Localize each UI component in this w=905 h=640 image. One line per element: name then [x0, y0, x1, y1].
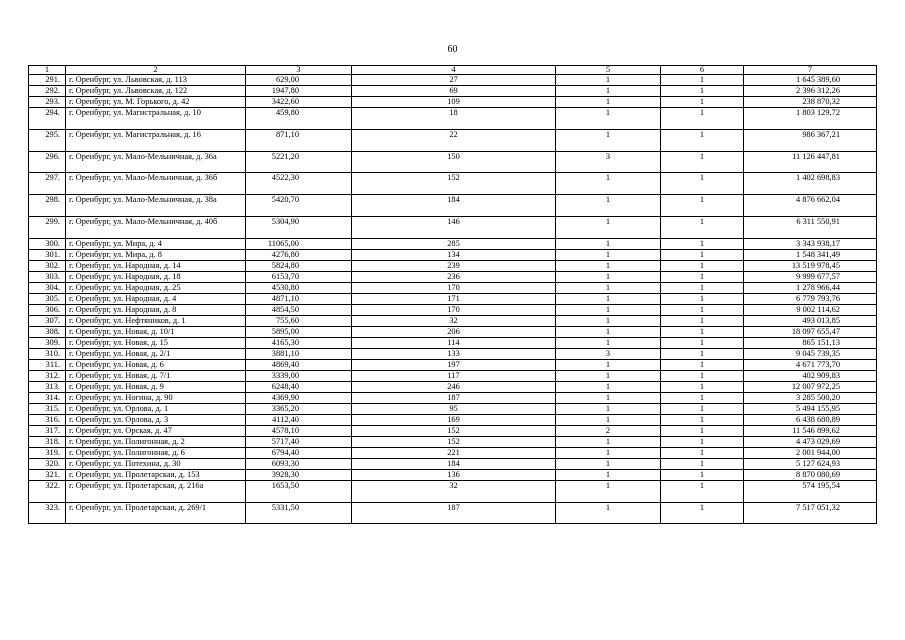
amount-cell: 1 278 966,44: [744, 282, 877, 293]
col5-cell: 1: [556, 249, 661, 260]
col4-cell: 109: [352, 97, 556, 108]
amount-cell: 9 045 739,35: [744, 348, 877, 359]
address-cell: г. Оренбург, ул. Потехина, д. 30: [66, 458, 246, 469]
address-cell: г. Оренбург, ул. Мало-Мельничная, д. 36б: [66, 173, 246, 195]
table-row: [29, 348, 877, 359]
table-row: [29, 97, 877, 108]
amount-cell: 3 285 500,20: [744, 392, 877, 403]
col6-cell: 1: [661, 129, 744, 151]
address-cell: г. Оренбург, ул. Мира, д. 8: [66, 249, 246, 260]
amount-cell: 8 870 080,69: [744, 469, 877, 480]
column-header: 1: [29, 66, 66, 75]
col5-cell: 1: [556, 370, 661, 381]
area-cell: 4112,40: [246, 414, 352, 425]
table-row: [29, 86, 877, 97]
table-row: [29, 381, 877, 392]
row-number-cell: 302.: [29, 260, 66, 271]
amount-cell: 13 519 978,45: [744, 260, 877, 271]
col5-cell: 1: [556, 502, 661, 524]
row-number-cell: 313.: [29, 381, 66, 392]
address-cell: г. Оренбург, ул. Нефтяников, д. 1: [66, 315, 246, 326]
row-number-cell: 295.: [29, 129, 66, 151]
table-row: [29, 425, 877, 436]
col5-cell: 1: [556, 469, 661, 480]
table-row: [29, 447, 877, 458]
table-row: [29, 173, 877, 195]
address-cell: г. Оренбург, ул. Магистральная, д. 10: [66, 108, 246, 130]
col4-cell: 187: [352, 392, 556, 403]
col4-cell: 117: [352, 370, 556, 381]
col6-cell: 1: [661, 216, 744, 238]
area-cell: 1947,80: [246, 86, 352, 97]
area-cell: 6093,30: [246, 458, 352, 469]
row-number-cell: 309.: [29, 337, 66, 348]
amount-cell: 986 367,21: [744, 129, 877, 151]
table-row: [29, 282, 877, 293]
col5-cell: 1: [556, 458, 661, 469]
area-cell: 4578,10: [246, 425, 352, 436]
area-cell: 629,00: [246, 75, 352, 86]
col5-cell: 1: [556, 195, 661, 217]
col6-cell: 1: [661, 271, 744, 282]
col6-cell: 1: [661, 403, 744, 414]
table-row: [29, 469, 877, 480]
amount-cell: 5 127 624,93: [744, 458, 877, 469]
amount-cell: 4 671 773,70: [744, 359, 877, 370]
col4-cell: 184: [352, 458, 556, 469]
col5-cell: 1: [556, 75, 661, 86]
col6-cell: 1: [661, 381, 744, 392]
amount-cell: 4 473 029,69: [744, 436, 877, 447]
col5-cell: 1: [556, 381, 661, 392]
amount-cell: 9 999 677,57: [744, 271, 877, 282]
col6-cell: 1: [661, 502, 744, 524]
address-cell: г. Оренбург, ул. Новая, д. 6: [66, 359, 246, 370]
row-number-cell: 317.: [29, 425, 66, 436]
col4-cell: 152: [352, 425, 556, 436]
area-cell: 4276,80: [246, 249, 352, 260]
col6-cell: 1: [661, 359, 744, 370]
address-cell: г. Оренбург, ул. Львовская, д. 113: [66, 75, 246, 86]
row-number-cell: 315.: [29, 403, 66, 414]
col4-cell: 184: [352, 195, 556, 217]
amount-cell: 6 438 680,89: [744, 414, 877, 425]
row-number-cell: 320.: [29, 458, 66, 469]
area-cell: 5717,40: [246, 436, 352, 447]
col4-cell: 134: [352, 249, 556, 260]
registry-table: [28, 65, 877, 524]
col6-cell: 1: [661, 75, 744, 86]
table-row: [29, 458, 877, 469]
row-number-cell: 298.: [29, 195, 66, 217]
amount-cell: 1 803 129,72: [744, 108, 877, 130]
amount-cell: 1 645 389,60: [744, 75, 877, 86]
address-cell: г. Оренбург, ул. Народная, д. 8: [66, 304, 246, 315]
col5-cell: 1: [556, 238, 661, 249]
col4-cell: 95: [352, 403, 556, 414]
table-row: [29, 271, 877, 282]
amount-cell: 9 002 114,62: [744, 304, 877, 315]
table-row: [29, 249, 877, 260]
address-cell: г. Оренбург, ул. Мира, д. 4: [66, 238, 246, 249]
row-number-cell: 296.: [29, 151, 66, 173]
col6-cell: 1: [661, 348, 744, 359]
table-row: [29, 195, 877, 217]
col5-cell: 1: [556, 86, 661, 97]
col6-cell: 1: [661, 414, 744, 425]
col5-cell: 1: [556, 97, 661, 108]
table-row: [29, 403, 877, 414]
col4-cell: 169: [352, 414, 556, 425]
col5-cell: 3: [556, 348, 661, 359]
table-row: [29, 304, 877, 315]
table-row: [29, 337, 877, 348]
area-cell: 4369,90: [246, 392, 352, 403]
col6-cell: 1: [661, 436, 744, 447]
amount-cell: 6 311 550,91: [744, 216, 877, 238]
col4-cell: 22: [352, 129, 556, 151]
col6-cell: 1: [661, 282, 744, 293]
col6-cell: 1: [661, 315, 744, 326]
row-number-cell: 319.: [29, 447, 66, 458]
col6-cell: 1: [661, 326, 744, 337]
col4-cell: 136: [352, 469, 556, 480]
col6-cell: 1: [661, 370, 744, 381]
row-number-cell: 299.: [29, 216, 66, 238]
address-cell: г. Оренбург, ул. Народная, д. 14: [66, 260, 246, 271]
column-header: 7: [744, 66, 877, 75]
table-row: [29, 108, 877, 130]
table-row: [29, 414, 877, 425]
row-number-cell: 310.: [29, 348, 66, 359]
address-cell: г. Оренбург, ул. Народная, д. 18: [66, 271, 246, 282]
row-number-cell: 322.: [29, 480, 66, 502]
address-cell: г. Оренбург, ул. Полигонная, д. 2: [66, 436, 246, 447]
col4-cell: 170: [352, 282, 556, 293]
col4-cell: 150: [352, 151, 556, 173]
area-cell: 5895,00: [246, 326, 352, 337]
col4-cell: 236: [352, 271, 556, 282]
col4-cell: 27: [352, 75, 556, 86]
area-cell: 6153,70: [246, 271, 352, 282]
col4-cell: 171: [352, 293, 556, 304]
address-cell: г. Оренбург, ул. Народная, д. 25: [66, 282, 246, 293]
table-row: [29, 436, 877, 447]
amount-cell: 402 909,83: [744, 370, 877, 381]
area-cell: 5331,50: [246, 502, 352, 524]
table-row: [29, 370, 877, 381]
col4-cell: 170: [352, 304, 556, 315]
page-number: 60: [447, 44, 458, 55]
area-cell: 4530,80: [246, 282, 352, 293]
address-cell: г. Оренбург, ул. Мало-Мельничная, д. 40б: [66, 216, 246, 238]
address-cell: г. Оренбург, ул. Новая, д. 9: [66, 381, 246, 392]
amount-cell: 2 001 944,00: [744, 447, 877, 458]
table-row: [29, 151, 877, 173]
col6-cell: 1: [661, 195, 744, 217]
col4-cell: 146: [352, 216, 556, 238]
col5-cell: 1: [556, 173, 661, 195]
col6-cell: 1: [661, 173, 744, 195]
address-cell: г. Оренбург, ул. Полигонная, д. 6: [66, 447, 246, 458]
col5-cell: 1: [556, 403, 661, 414]
row-number-cell: 294.: [29, 108, 66, 130]
col6-cell: 1: [661, 425, 744, 436]
col4-cell: 18: [352, 108, 556, 130]
col4-cell: 285: [352, 238, 556, 249]
col6-cell: 1: [661, 447, 744, 458]
col5-cell: 3: [556, 151, 661, 173]
area-cell: 5221,20: [246, 151, 352, 173]
table-row: [29, 392, 877, 403]
amount-cell: 11 546 899,62: [744, 425, 877, 436]
col4-cell: 187: [352, 502, 556, 524]
col5-cell: 1: [556, 282, 661, 293]
amount-cell: 865 151,13: [744, 337, 877, 348]
area-cell: 6794,40: [246, 447, 352, 458]
table-row: [29, 502, 877, 524]
table-row: [29, 359, 877, 370]
column-header: 5: [556, 66, 661, 75]
area-cell: 6248,40: [246, 381, 352, 392]
col6-cell: 1: [661, 151, 744, 173]
col5-cell: 1: [556, 271, 661, 282]
col4-cell: 114: [352, 337, 556, 348]
col6-cell: 1: [661, 238, 744, 249]
row-number-cell: 318.: [29, 436, 66, 447]
area-cell: 5824,80: [246, 260, 352, 271]
area-cell: 3422,60: [246, 97, 352, 108]
row-number-cell: 305.: [29, 293, 66, 304]
amount-cell: 574 195,54: [744, 480, 877, 502]
column-header: 3: [246, 66, 352, 75]
col5-cell: 1: [556, 216, 661, 238]
col6-cell: 1: [661, 392, 744, 403]
col6-cell: 1: [661, 108, 744, 130]
col4-cell: 32: [352, 315, 556, 326]
col6-cell: 1: [661, 458, 744, 469]
col5-cell: 1: [556, 447, 661, 458]
area-cell: 3928,30: [246, 469, 352, 480]
col4-cell: 152: [352, 173, 556, 195]
col5-cell: 1: [556, 108, 661, 130]
address-cell: г. Оренбург, ул. Орлова, д. 1: [66, 403, 246, 414]
row-number-cell: 306.: [29, 304, 66, 315]
address-cell: г. Оренбург, ул. Львовская, д. 122: [66, 86, 246, 97]
amount-cell: 11 126 447,81: [744, 151, 877, 173]
col4-cell: 69: [352, 86, 556, 97]
table-row: [29, 129, 877, 151]
col5-cell: 1: [556, 480, 661, 502]
row-number-cell: 321.: [29, 469, 66, 480]
area-cell: 871,10: [246, 129, 352, 151]
address-cell: г. Оренбург, ул. Мало-Мельничная, д. 38а: [66, 195, 246, 217]
col6-cell: 1: [661, 86, 744, 97]
area-cell: 3339,00: [246, 370, 352, 381]
column-header: 6: [661, 66, 744, 75]
row-number-cell: 323.: [29, 502, 66, 524]
area-cell: 5420,70: [246, 195, 352, 217]
col5-cell: 1: [556, 414, 661, 425]
row-number-cell: 293.: [29, 97, 66, 108]
row-number-cell: 316.: [29, 414, 66, 425]
area-cell: 4871,10: [246, 293, 352, 304]
address-cell: г. Оренбург, ул. Ногина, д. 90: [66, 392, 246, 403]
row-number-cell: 312.: [29, 370, 66, 381]
column-header: 2: [66, 66, 246, 75]
col6-cell: 1: [661, 480, 744, 502]
row-number-cell: 297.: [29, 173, 66, 195]
col4-cell: 197: [352, 359, 556, 370]
address-cell: г. Оренбург, ул. Пролетарская, д. 269/1: [66, 502, 246, 524]
col5-cell: 1: [556, 293, 661, 304]
col5-cell: 1: [556, 337, 661, 348]
address-cell: г. Оренбург, ул. Мало-Мельничная, д. 36а: [66, 151, 246, 173]
table-row: [29, 260, 877, 271]
amount-cell: 6 779 793,76: [744, 293, 877, 304]
col6-cell: 1: [661, 249, 744, 260]
col6-cell: 1: [661, 469, 744, 480]
amount-cell: 5 494 155,95: [744, 403, 877, 414]
address-cell: г. Оренбург, ул. Орлова, д. 3: [66, 414, 246, 425]
address-cell: г. Оренбург, ул. Пролетарская, д. 153: [66, 469, 246, 480]
col5-cell: 1: [556, 315, 661, 326]
table-row: [29, 326, 877, 337]
row-number-cell: 291.: [29, 75, 66, 86]
row-number-cell: 300.: [29, 238, 66, 249]
col5-cell: 1: [556, 392, 661, 403]
area-cell: 4854,50: [246, 304, 352, 315]
table-row: [29, 216, 877, 238]
address-cell: г. Оренбург, ул. Новая, д. 7/1: [66, 370, 246, 381]
col4-cell: 206: [352, 326, 556, 337]
address-cell: г. Оренбург, ул. Новая, д. 15: [66, 337, 246, 348]
area-cell: 4522,30: [246, 173, 352, 195]
column-header: 4: [352, 66, 556, 75]
row-number-cell: 308.: [29, 326, 66, 337]
col4-cell: 246: [352, 381, 556, 392]
col6-cell: 1: [661, 260, 744, 271]
col4-cell: 221: [352, 447, 556, 458]
area-cell: 5304,90: [246, 216, 352, 238]
col6-cell: 1: [661, 304, 744, 315]
area-cell: 4869,40: [246, 359, 352, 370]
col6-cell: 1: [661, 337, 744, 348]
row-number-cell: 304.: [29, 282, 66, 293]
table-row: [29, 238, 877, 249]
col5-cell: 1: [556, 436, 661, 447]
amount-cell: 12 007 972,25: [744, 381, 877, 392]
row-number-cell: 303.: [29, 271, 66, 282]
row-number-cell: 311.: [29, 359, 66, 370]
col5-cell: 1: [556, 304, 661, 315]
col4-cell: 133: [352, 348, 556, 359]
row-number-cell: 301.: [29, 249, 66, 260]
row-number-cell: 307.: [29, 315, 66, 326]
table-header-row: [29, 66, 877, 75]
area-cell: 4165,30: [246, 337, 352, 348]
area-cell: 459,80: [246, 108, 352, 130]
col5-cell: 2: [556, 425, 661, 436]
table-row: [29, 293, 877, 304]
address-cell: г. Оренбург, ул. Магистральная, д. 16: [66, 129, 246, 151]
table-row: [29, 75, 877, 86]
address-cell: г. Оренбург, ул. Новая, д. 2/1: [66, 348, 246, 359]
col5-cell: 1: [556, 260, 661, 271]
area-cell: 3365,20: [246, 403, 352, 414]
amount-cell: 1 402 698,83: [744, 173, 877, 195]
col5-cell: 1: [556, 359, 661, 370]
amount-cell: 1 548 341,49: [744, 249, 877, 260]
amount-cell: 4 876 662,04: [744, 195, 877, 217]
col4-cell: 32: [352, 480, 556, 502]
table-row: [29, 315, 877, 326]
amount-cell: 3 343 938,17: [744, 238, 877, 249]
area-cell: 755,60: [246, 315, 352, 326]
amount-cell: 18 097 655,47: [744, 326, 877, 337]
col4-cell: 239: [352, 260, 556, 271]
col6-cell: 1: [661, 97, 744, 108]
col5-cell: 1: [556, 129, 661, 151]
col5-cell: 1: [556, 326, 661, 337]
amount-cell: 7 517 051,32: [744, 502, 877, 524]
row-number-cell: 292.: [29, 86, 66, 97]
address-cell: г. Оренбург, ул. Народная, д. 4: [66, 293, 246, 304]
amount-cell: 493 013,85: [744, 315, 877, 326]
table-row: [29, 480, 877, 502]
col6-cell: 1: [661, 293, 744, 304]
address-cell: г. Оренбург, ул. Новая, д. 10/1: [66, 326, 246, 337]
address-cell: г. Оренбург, ул. Орская, д. 47: [66, 425, 246, 436]
col4-cell: 152: [352, 436, 556, 447]
row-number-cell: 314.: [29, 392, 66, 403]
amount-cell: 2 396 312,26: [744, 86, 877, 97]
address-cell: г. Оренбург, ул. Пролетарская, д. 216а: [66, 480, 246, 502]
address-cell: г. Оренбург, ул. М. Горького, д. 42: [66, 97, 246, 108]
area-cell: 3881,10: [246, 348, 352, 359]
amount-cell: 238 870,32: [744, 97, 877, 108]
area-cell: 1653,50: [246, 480, 352, 502]
area-cell: 11065,00: [246, 238, 352, 249]
